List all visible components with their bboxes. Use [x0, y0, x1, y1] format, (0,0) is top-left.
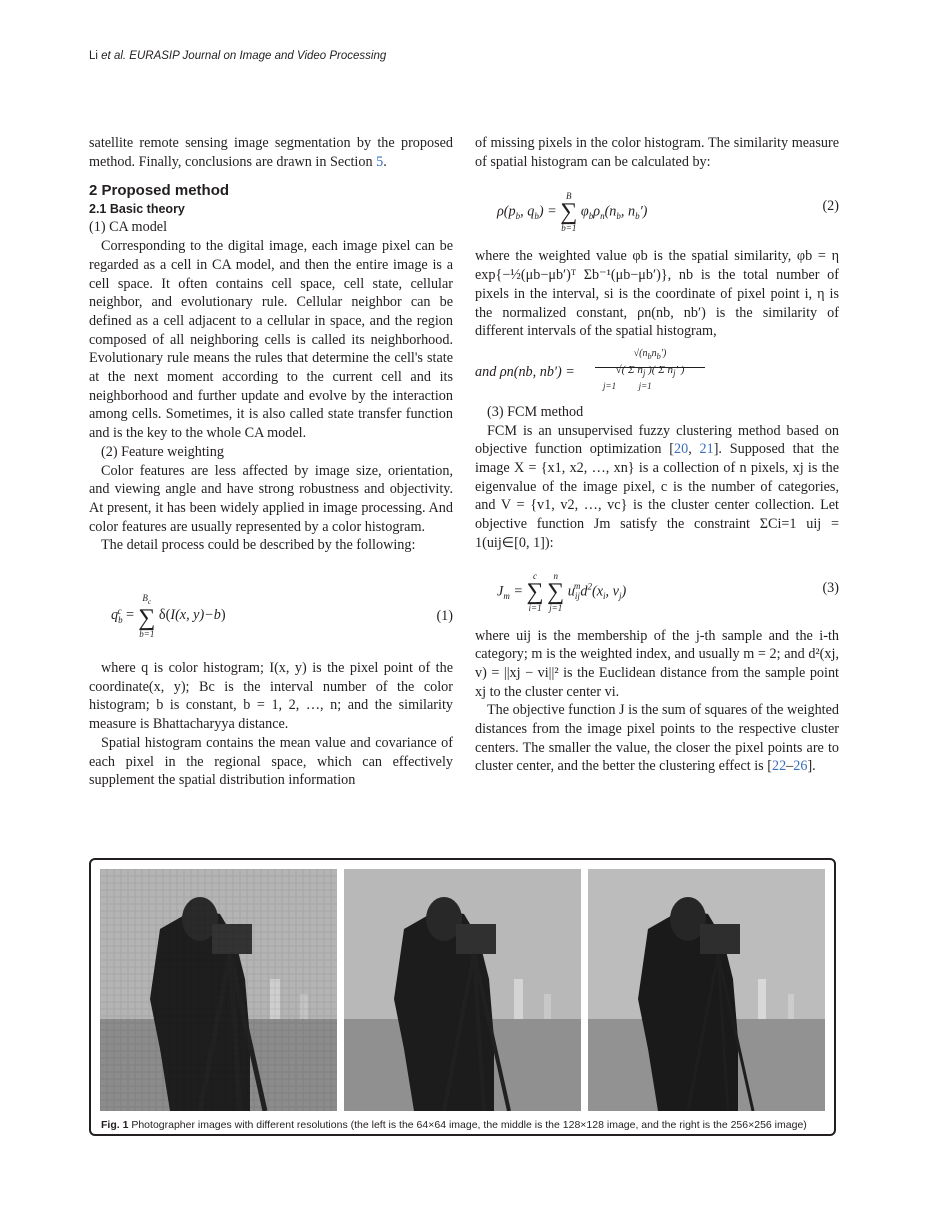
authors: Li [89, 50, 98, 62]
weighted-value-paragraph: where the weighted value φb is the spatial similarity, φb = η exp{−½(μb−μb′)ᵀ Σb⁻¹(μb−μb′)}, nb is the total number of pixels in the interval, si is the coordinate of pixel point i, η is the normalized constant, ρn(nb, nb′) is the similarity of different intervals of the spatial histogram, [475, 248, 839, 340]
section-heading: 2 Proposed method [89, 182, 230, 200]
photo-128x128 [344, 869, 581, 1111]
journal-name: EURASIP Journal on Image and Video Processing [129, 50, 387, 62]
rho-n-formula-text: and ρn(nb, nb′) = [475, 363, 575, 380]
equation-2-number: (2) [822, 198, 839, 215]
cameraman-256-image [588, 869, 825, 1111]
ca-model-heading: (1) CA model [89, 219, 168, 236]
ref-21-link[interactable]: 21 [699, 441, 714, 458]
figure-caption-text: Photographer images with different resolutions (the left is the 64×64 image, the middle is the 128×128 image, and the right is the 256×256 image) [131, 1119, 807, 1131]
figure-label: Fig. 1 [101, 1119, 129, 1131]
feature-weighting-heading: (2) Feature weighting [101, 443, 224, 460]
equation-1-explanation: where q is color histogram; I(x, y) is the pixel point of the coordinate(x, y); Bc is the interval number of the color histogram; b is constant, b = 1, 2, …, n; and the similarity measure is Bhattacharyya distance. [89, 660, 453, 733]
et-al: et al. [101, 50, 127, 62]
ca-model-paragraph: Corresponding to the digital image, each image pixel can be regarded as a cell in CA model, and then the entire image is a cell space. It often contains cell space, cell state, cellular neighbor, and evolutionary rule. Cellular neighbor can be defined as a cell adjacent to a cellular in space, and the region composed of all neighboring cells is called its neighborhood. Evolutionary rule means the rules that determine the cell's state at the next moment according to the current cell and its neighborhood and further update and evolve by the interaction among cells. Sometimes, it is also called state transfer function and is the key to the whole CA model. [89, 238, 453, 442]
ref-20-link[interactable]: 20 [674, 441, 689, 458]
equation-2: $\rho(p_b$, $q_b$) = B ∑ b=1 $\varphi_b\rho_n(n_b$, $n_b'$) (2) [497, 191, 839, 234]
spatial-histogram-paragraph: Spatial histogram contains the mean value and covariance of each pixel in the regional space, which can effectively supplement the spatial distribution information [89, 734, 453, 789]
rho-n-formula: and ρn(nb, nb′) = $√(n_bn_b')$ √( Σ $n_j$ )( Σ $n_j'$ ) j=1 j=1 [475, 345, 839, 403]
detail-process-paragraph: The detail process could be described by the following: [101, 537, 416, 554]
ref-26-link[interactable]: 26 [793, 758, 808, 775]
intro-end-paragraph: satellite remote sensing image segmentation by the proposed method. Finally, conclusions are drawn in Section 5. [89, 135, 453, 170]
subsection-heading: 2.1 Basic theory [89, 202, 185, 217]
feature-weighting-paragraph: Color features are less affected by image size, orientation, and viewing angle and have strong robustness and objectivity. At present, it has been widely applied in image processing. And color features are usually represented by a color histogram. [89, 462, 453, 535]
cameraman-64-image [100, 869, 337, 1111]
left-column [89, 134, 453, 790]
similarity-intro-paragraph: of missing pixels in the color histogram. The similarity measure of spatial histogram can be calculated by: [475, 135, 839, 170]
photo-256x256 [588, 869, 825, 1111]
figure-caption [101, 1119, 807, 1131]
equation-1-number: (1) [436, 608, 453, 625]
cameraman-128-image [344, 869, 581, 1111]
fcm-paragraph: FCM is an unsupervised fuzzy clustering method based on objective function optimization [20, 21]. Supposed that the image X = {x1, x2, …, xn} is a collection of n pixels, xj is the eigenvalue of the image pixel, c is the number of categories, and V = {v1, v2, …, vc} is the cluster center collection. Let objective function Jm satisfy the constraint ΣCi=1 uij = 1(uij∈[0, 1]): [475, 422, 840, 551]
membership-paragraph: where uij is the membership of the j-th sample and the i-th category; m is the weighted index, and usually m = 2; and d²(xj, v) = ||xj − vi||² is the Euclidean distance from the sample point xj to the cluster center vi. [475, 627, 839, 700]
figure-1 [89, 858, 836, 1136]
photo-64x64 [100, 869, 337, 1111]
equation-3-number: (3) [822, 579, 839, 596]
equation-1: $q_b^c$ = $B_c$ ∑ b=1 δ(I(x, y)−b) (1) [111, 593, 453, 639]
ref-22-link[interactable]: 22 [771, 758, 787, 775]
fcm-heading: (3) FCM method [487, 403, 584, 420]
objective-function-paragraph: The objective function J is the sum of squares of the weighted distances from the image pixel points to the respective cluster centers. The smaller the value, the closer the pixel points are to cluster center, and the better the clustering effect is [22–26]. [475, 702, 839, 775]
section-link[interactable]: 5 [376, 153, 384, 170]
equation-3: $J_m$ = c ∑ i=1 n ∑ j=1 $u_{ij}^md^2(x_i$, $v_j$) (3) [497, 570, 839, 613]
running-head [89, 50, 386, 62]
right-column [475, 134, 839, 776]
